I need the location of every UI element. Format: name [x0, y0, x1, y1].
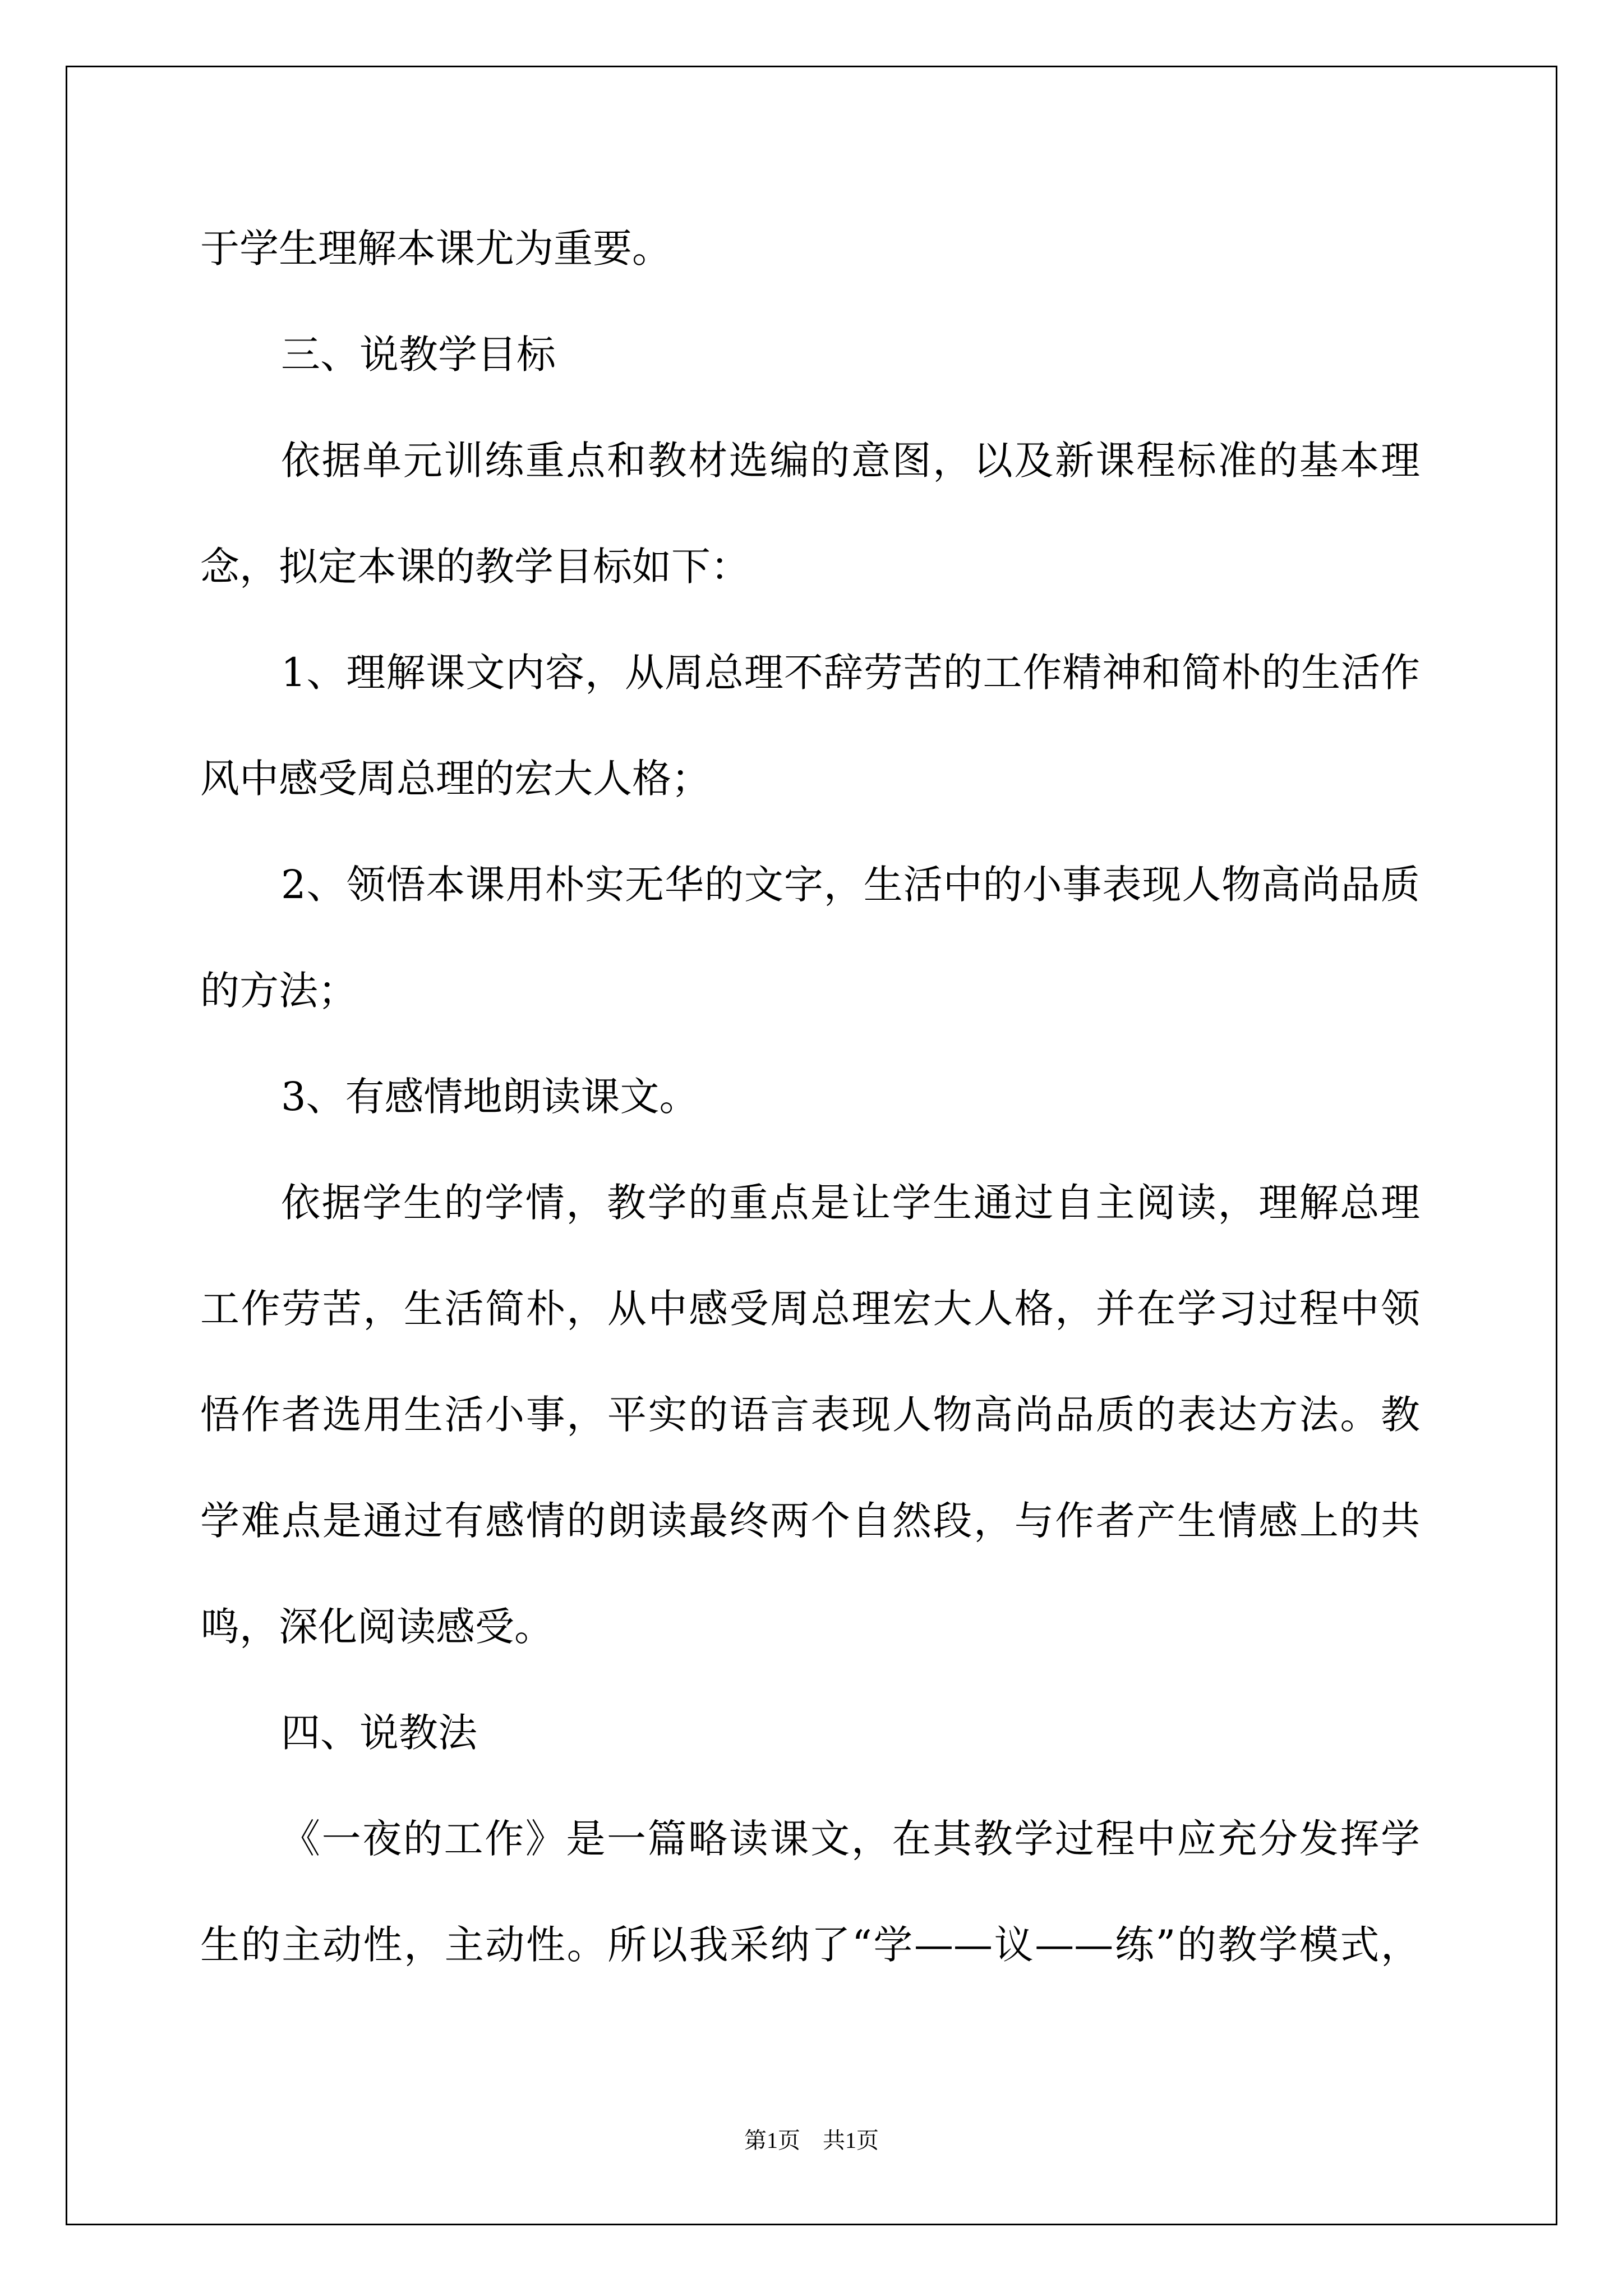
- text-line: 工作劳苦，生活简朴，从中感受周总理宏大人格，并在学习过程中领: [200, 1286, 1420, 1332]
- text-line: 3、有感情地朗读课文。: [281, 1074, 699, 1120]
- list-item-objective-1: [200, 620, 1420, 832]
- page-number: 第1页: [744, 2128, 800, 2153]
- list-item-objective-2: [200, 832, 1420, 1044]
- section-heading-methods: [200, 1680, 1420, 1786]
- list-item-objective-3: [200, 1044, 1420, 1150]
- paragraph: [200, 408, 1420, 620]
- paragraph: [200, 1786, 1420, 1998]
- text-line: 的方法；: [200, 968, 357, 1014]
- text-line: 念，拟定本课的教学目标如下：: [200, 544, 750, 590]
- text-line: 1、理解课文内容，从周总理不辞劳苦的工作精神和简朴的生活作: [281, 650, 1420, 696]
- text-line: 学难点是通过有感情的朗读最终两个自然段，与作者产生情感上的共: [200, 1498, 1420, 1544]
- text-line: 于学生理解本课尤为重要。: [200, 226, 671, 272]
- text-line: 生的主动性，主动性。所以我采纳了“学——议——练”的教学模式，: [200, 1922, 1420, 1968]
- page-footer: [0, 2126, 1623, 2155]
- text-line: 依据单元训练重点和教材选编的意图，以及新课程标准的基本理: [281, 438, 1420, 484]
- section-heading: 三、说教学目标: [281, 332, 556, 378]
- text-line: 依据学生的学情，教学的重点是让学生通过自主阅读，理解总理: [281, 1180, 1420, 1226]
- page-total: 共1页: [823, 2128, 879, 2153]
- text-line: 悟作者选用生活小事，平实的语言表现人物高尚品质的表达方法。教: [200, 1392, 1420, 1438]
- text-line: 鸣，深化阅读感受。: [200, 1604, 554, 1650]
- text-line: 《一夜的工作》是一篇略读课文，在其教学过程中应充分发挥学: [281, 1816, 1420, 1862]
- paragraph: [200, 1150, 1420, 1680]
- text-line: 风中感受周总理的宏大人格；: [200, 756, 711, 802]
- document-body: [200, 196, 1420, 1998]
- paragraph-continuation: [200, 196, 1420, 302]
- section-heading: 四、说教法: [281, 1710, 477, 1756]
- text-line: 2、领悟本课用朴实无华的文字，生活中的小事表现人物高尚品质: [281, 862, 1420, 908]
- section-heading-objectives: [200, 302, 1420, 408]
